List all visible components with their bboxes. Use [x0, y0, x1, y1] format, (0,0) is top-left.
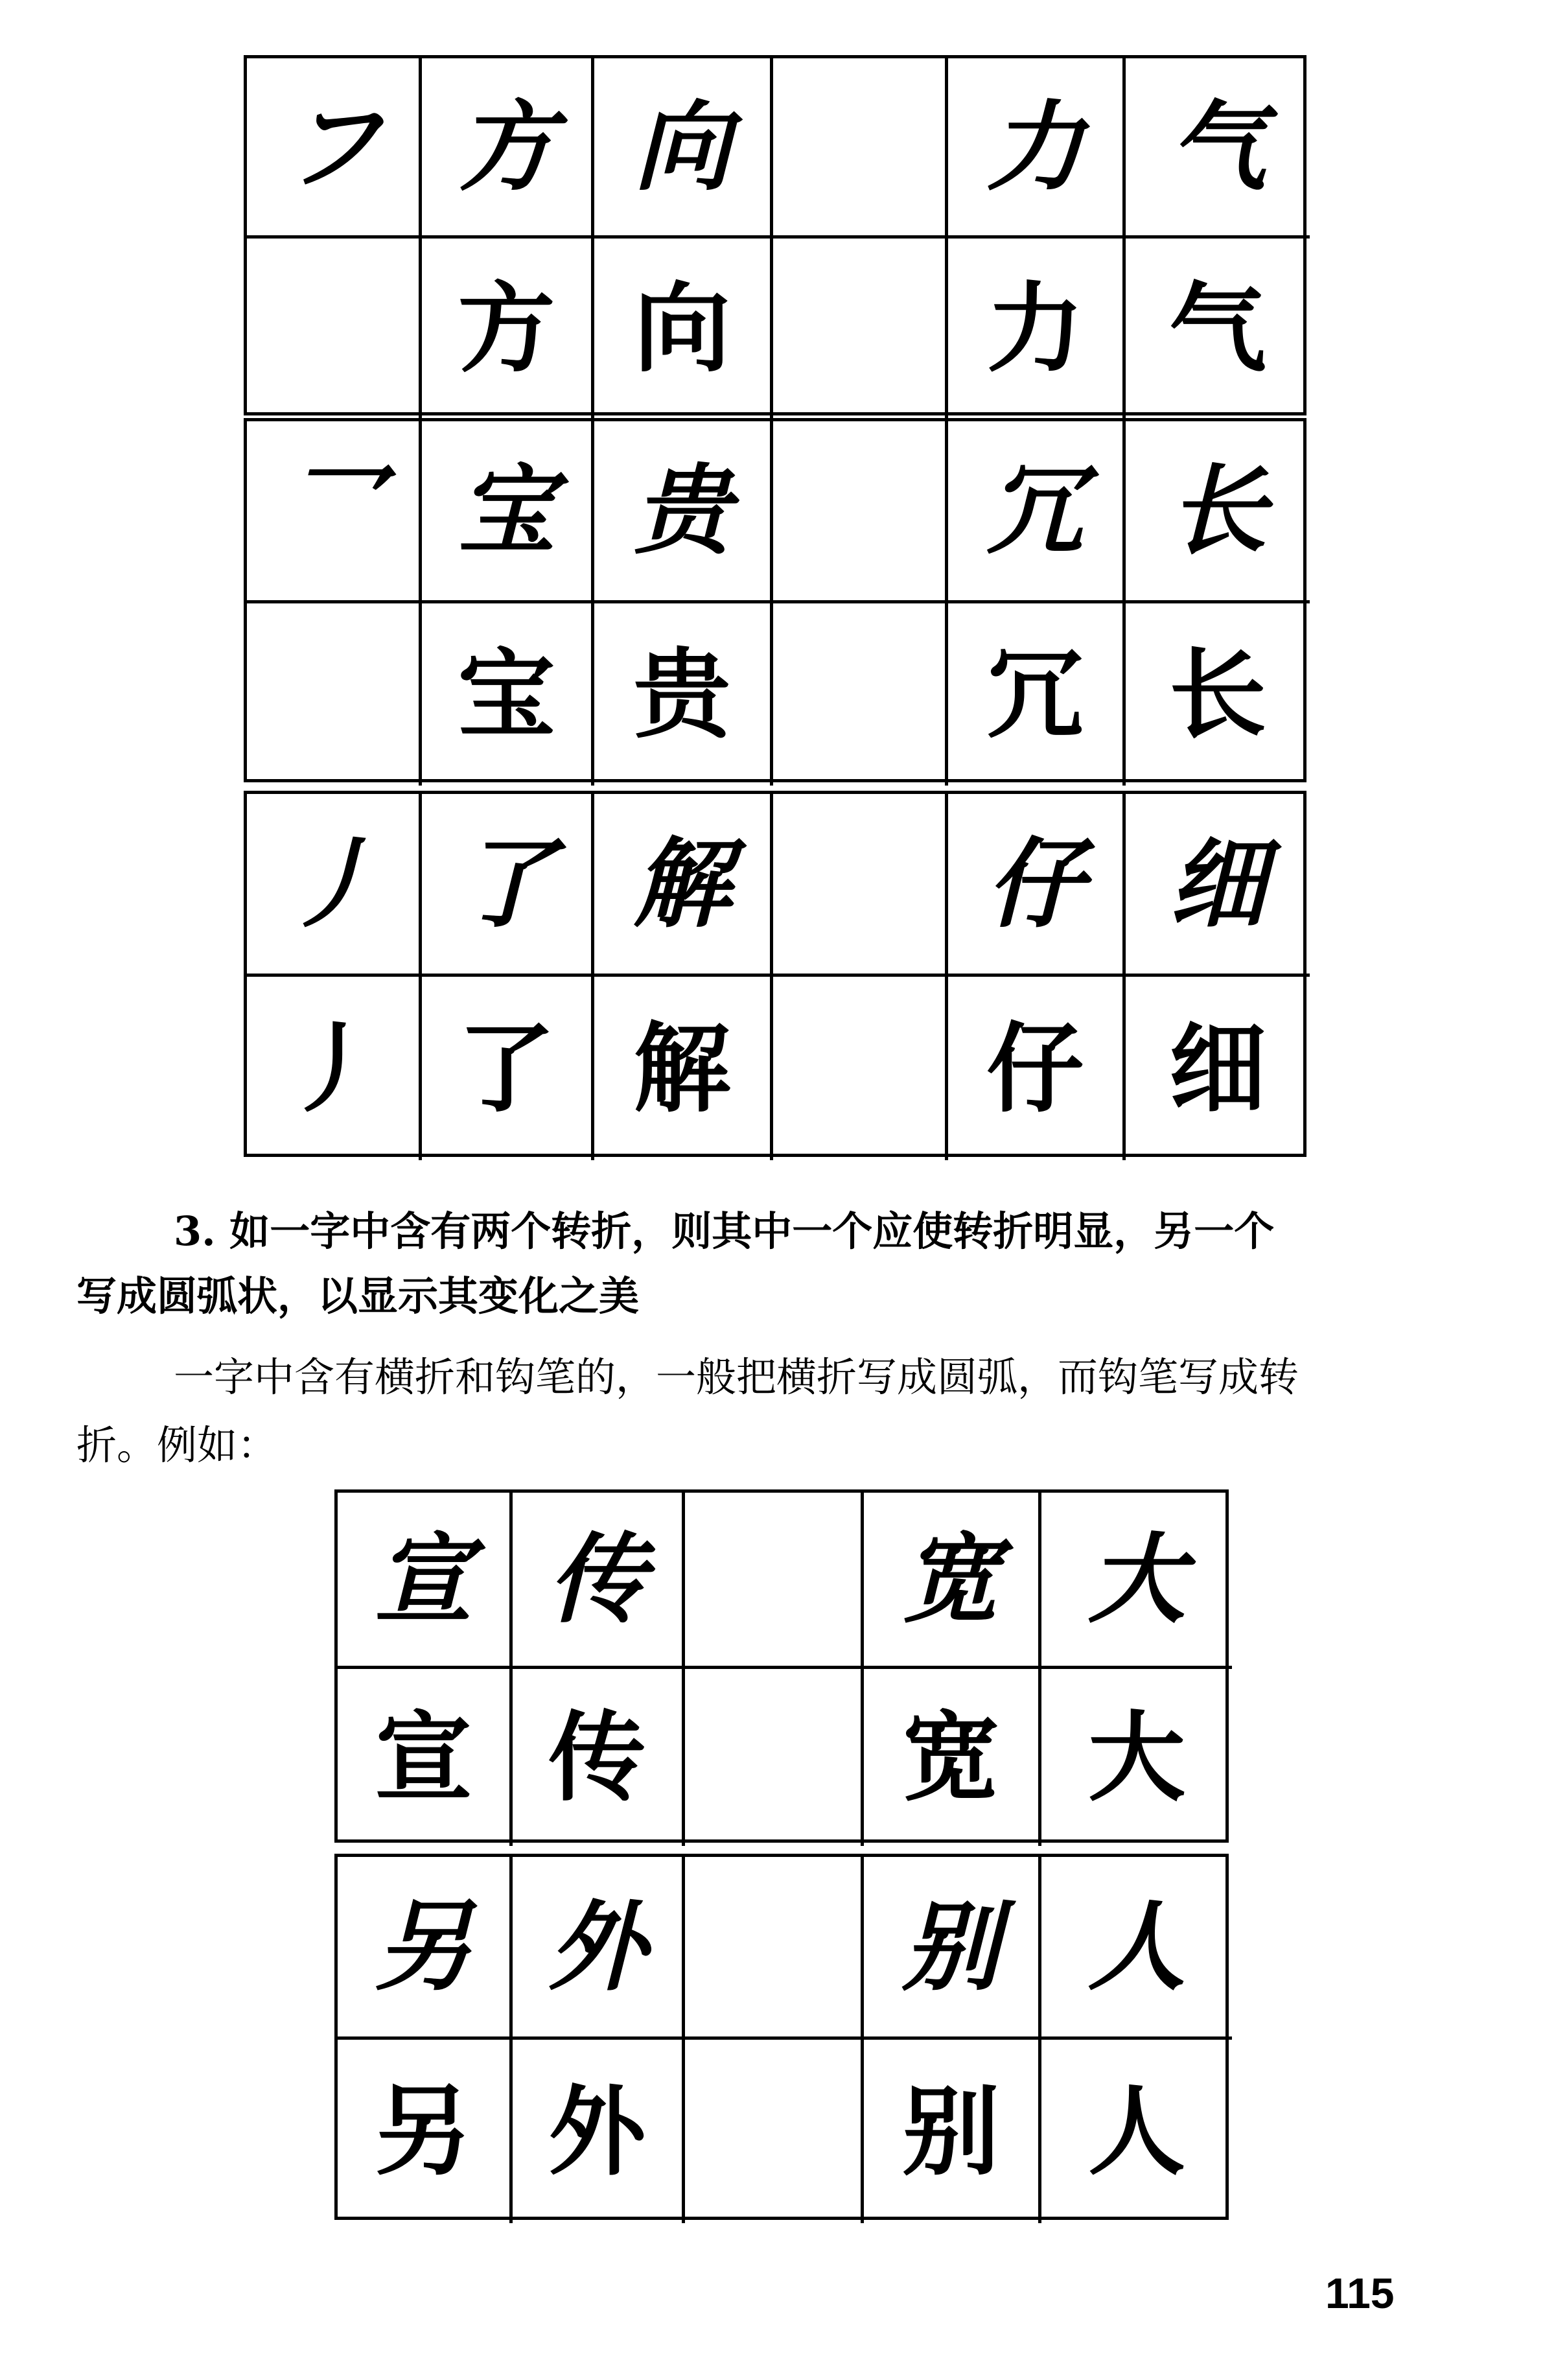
stroke-table-2: [244, 418, 1306, 782]
character-cell: 别: [864, 2040, 1041, 2223]
character-cell: 方: [422, 239, 594, 419]
character-cell: 向: [594, 239, 773, 419]
character-cell: 宽: [864, 1669, 1041, 1846]
character-cell: [773, 421, 948, 603]
character-cell: 细: [1126, 794, 1310, 977]
character-cell: 大: [1087, 1700, 1185, 1815]
character-cell: 宝: [422, 603, 594, 786]
character-cell: 乛: [247, 421, 422, 603]
character-cell: 别: [864, 1857, 1041, 2040]
character-cell: 另: [338, 2040, 513, 2223]
stroke-table-1: [244, 55, 1306, 415]
character-cell: [685, 1493, 864, 1669]
character-cell: フ: [247, 58, 422, 239]
character-cell: 长: [1168, 637, 1266, 752]
character-cell: 传: [513, 1669, 685, 1846]
character-cell: 大: [1041, 1493, 1232, 1669]
character-cell: 气: [1126, 58, 1310, 239]
character-cell: 外: [513, 2040, 685, 2223]
character-cell: 宽: [864, 1493, 1041, 1669]
section-heading-line-2: 写成圆弧状，以显示其变化之美: [76, 1272, 640, 1320]
character-cell: [773, 58, 948, 239]
character-cell: 丿: [247, 977, 422, 1160]
character-cell: 贵: [594, 421, 773, 603]
character-cell: 宝: [422, 421, 594, 603]
character-cell: 方: [422, 58, 594, 239]
character-cell: 另: [338, 1857, 513, 2040]
character-cell: 传: [513, 1493, 685, 1669]
character-cell: [773, 603, 948, 786]
section-heading-line-1: 3. 如一字中含有两个转折，则其中一个应使转折明显，另一个: [174, 1208, 1275, 1255]
body-text-line-1: 一字中含有横折和钩笔的，一般把横折写成圆弧，而钩笔写成转: [174, 1353, 1299, 1401]
character-cell: 贵: [594, 603, 773, 786]
character-cell: 了: [422, 977, 594, 1160]
example-table-2: [334, 1854, 1229, 2220]
character-cell: 宣: [338, 1493, 513, 1669]
character-cell: [773, 977, 948, 1160]
character-cell: [773, 239, 948, 419]
character-cell: 仔: [948, 977, 1126, 1160]
character-cell: 力: [948, 239, 1126, 419]
character-cell: 力: [948, 58, 1126, 239]
character-cell: [685, 1669, 864, 1846]
character-cell: 了: [422, 794, 594, 977]
character-cell: [685, 1857, 864, 2040]
character-cell: 仔: [948, 794, 1126, 977]
character-cell: 细: [1168, 1011, 1266, 1126]
stroke-table-3: [244, 791, 1306, 1157]
character-cell: 解: [594, 794, 773, 977]
character-cell: 人: [1087, 2074, 1185, 2189]
character-cell: [247, 603, 422, 786]
character-cell: 丿: [247, 794, 422, 977]
body-text-line-2: 折。例如：: [76, 1421, 278, 1469]
character-cell: 冗: [948, 603, 1126, 786]
character-cell: 长: [1126, 421, 1310, 603]
character-cell: 宣: [338, 1669, 513, 1846]
example-table-1: [334, 1489, 1229, 1843]
character-cell: [685, 2040, 864, 2223]
character-cell: 解: [594, 977, 773, 1160]
character-cell: 人: [1041, 1857, 1232, 2040]
character-cell: 冗: [948, 421, 1126, 603]
character-cell: 气: [1168, 272, 1266, 386]
character-cell: [773, 794, 948, 977]
character-cell: [247, 239, 422, 419]
character-cell: 外: [513, 1857, 685, 2040]
character-cell: 向: [594, 58, 773, 239]
page-number: 115: [1325, 2269, 1395, 2317]
